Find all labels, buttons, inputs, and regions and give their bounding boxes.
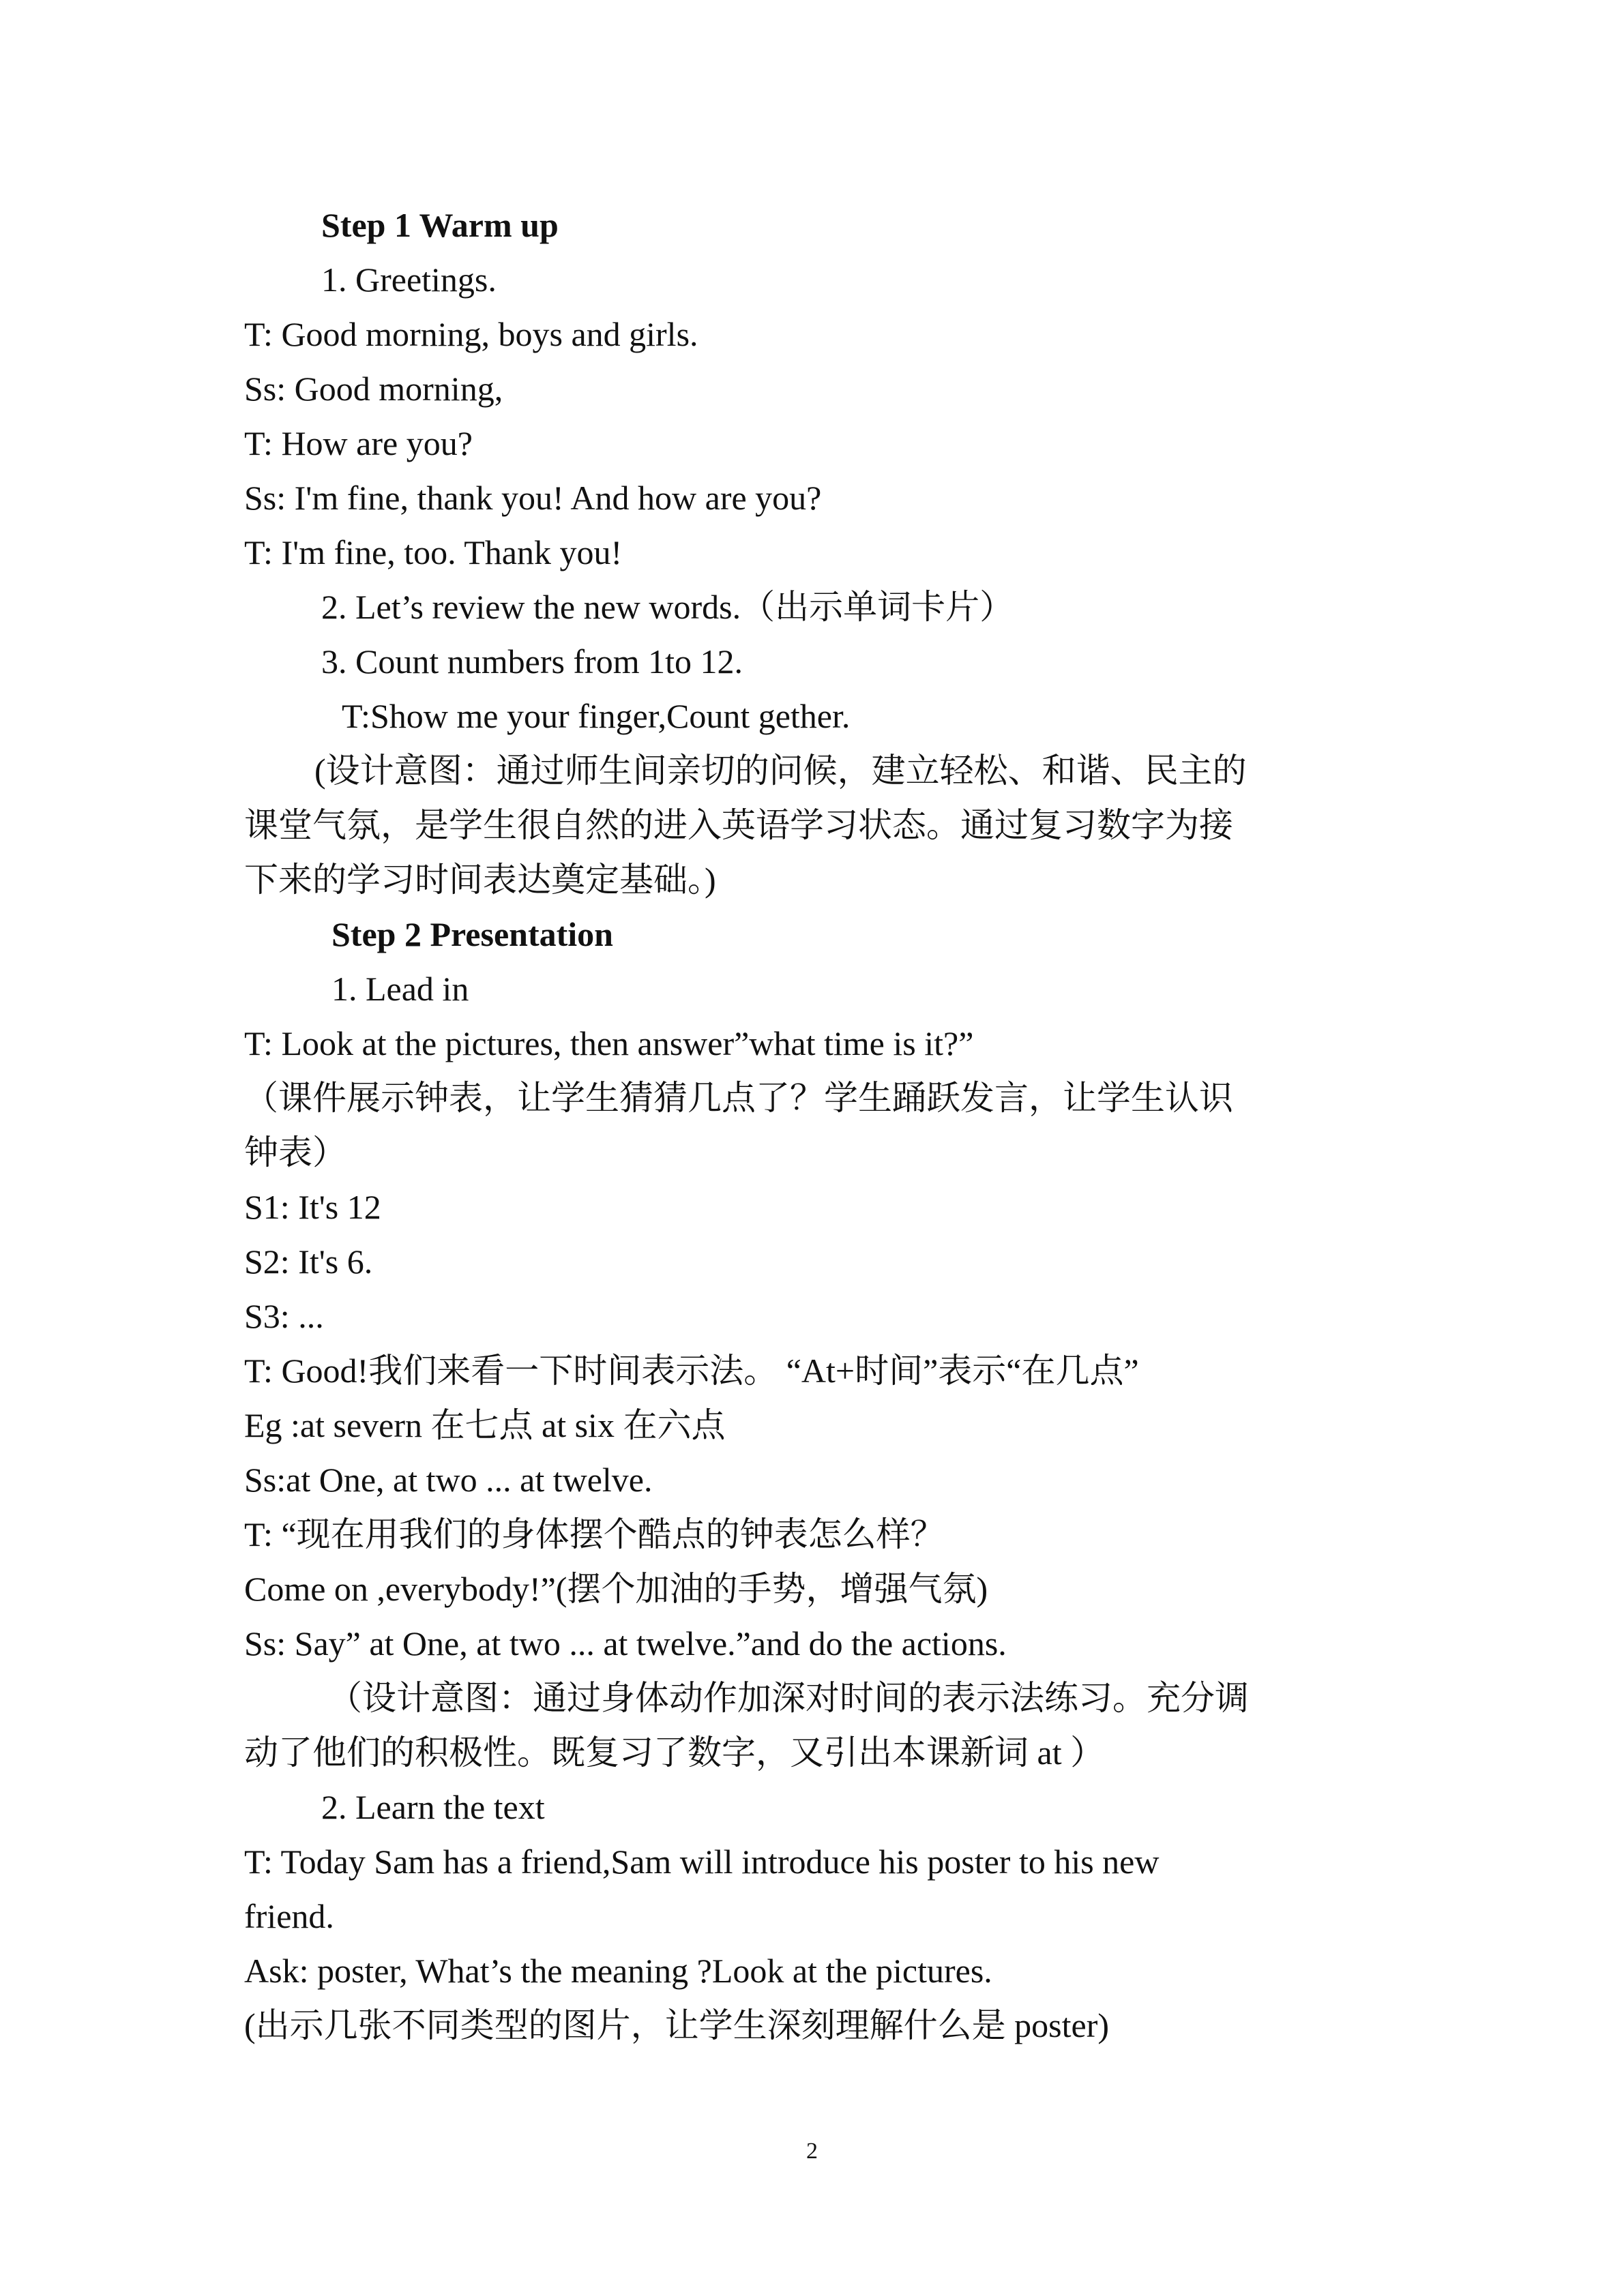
text-line: T: Today Sam has a friend,Sam will introduce his poster to his new <box>244 1843 1160 1881</box>
text-line: T: How are you? <box>244 424 473 462</box>
text-line: Ss:at One, at two ... at twelve. <box>244 1461 653 1499</box>
text-line: S2: It's 6. <box>244 1242 373 1281</box>
text-line: T: Good!我们来看一下时间表示法。 “At+时间”表示“在几点” <box>244 1352 1139 1390</box>
design-note: 下来的学习时间表达奠定基础。) <box>244 861 716 899</box>
design-note: （设计意图：通过身体动作加深对时间的表示法练习。充分调 <box>328 1679 1249 1717</box>
text-line: 1. Lead in <box>331 970 469 1008</box>
text-line: T: Good morning, boys and girls. <box>244 315 698 353</box>
page-number: 2 <box>806 2138 818 2164</box>
text-line: Ss: Say” at One, at two ... at twelve.”and do the actions. <box>244 1624 1007 1663</box>
text-line: S1: It's 12 <box>244 1188 381 1226</box>
text-line: T: I'm fine, too. Thank you! <box>244 533 623 571</box>
text-line: （课件展示钟表，让学生猜猜几点了？学生踊跃发言，让学生认识 <box>244 1079 1233 1117</box>
design-note: 动了他们的积极性。既复习了数字，又引出本课新词 at ） <box>244 1733 1105 1772</box>
text-line: Eg :at severn 在七点 at six 在六点 <box>244 1406 726 1444</box>
text-line: Ss: I'm fine, thank you! And how are you? <box>244 479 822 517</box>
text-line: friend. <box>244 1897 334 1935</box>
text-line: 1. Greetings. <box>321 260 497 299</box>
text-line: Ss: Good morning, <box>244 370 503 408</box>
heading-step1: Step 1 Warm up <box>321 206 559 244</box>
text-line: S3: ... <box>244 1297 324 1335</box>
text-line: 钟表） <box>244 1133 346 1172</box>
text-line: Ask: poster, What’s the meaning ?Look at the pictures. <box>244 1952 992 1990</box>
text-line: 2. Let’s review the new words.（出示单词卡片） <box>321 588 1014 626</box>
heading-step2: Step 2 Presentation <box>331 915 613 953</box>
text-line: (出示几张不同类型的图片，让学生深刻理解什么是 poster) <box>244 2006 1109 2044</box>
design-note: 课堂气氛，是学生很自然的进入英语学习状态。通过复习数字为接 <box>244 806 1233 844</box>
text-line: 3. Count numbers from 1to 12. <box>321 642 743 681</box>
text-line: Come on ,everybody!”(摆个加油的手势，增强气氛) <box>244 1570 988 1608</box>
text-line: T: Look at the pictures, then answer”what time is it?” <box>244 1024 974 1062</box>
text-line: T: “现在用我们的身体摆个酷点的钟表怎么样？ <box>244 1515 945 1553</box>
design-note: (设计意图：通过师生间亲切的问候，建立轻松、和谐、民主的 <box>314 751 1247 790</box>
text-line: 2. Learn the text <box>321 1788 545 1826</box>
text-line: T:Show me your finger,Count gether. <box>342 697 851 735</box>
